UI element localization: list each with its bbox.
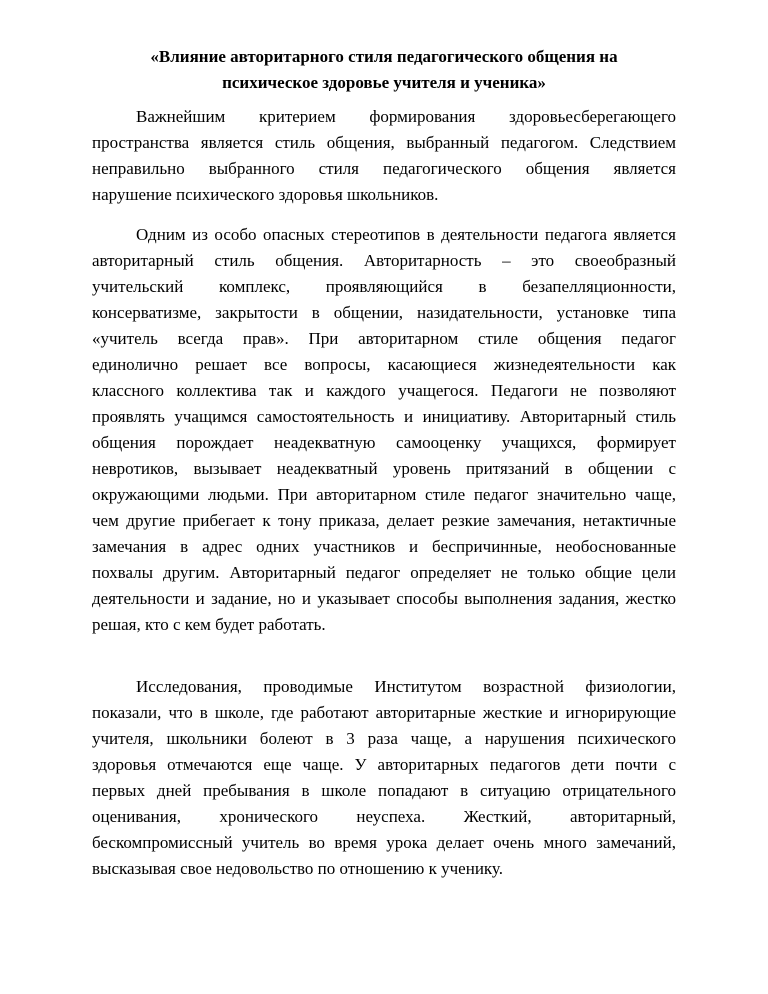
paragraph-3 bbox=[92, 674, 676, 882]
document-title bbox=[92, 44, 676, 96]
text-line: чем другие прибегает к тону приказа, делает резкие замечания, нетактичные bbox=[92, 511, 676, 530]
text-line: высказывая свое недовольство по отношению к ученику. bbox=[92, 859, 503, 878]
text-line: учителя, школьники болеют в 3 раза чаще, а нарушения психического bbox=[92, 729, 676, 748]
text-line: нарушение психического здоровья школьников. bbox=[92, 185, 439, 204]
text-line: пространства является стиль общения, выбранный педагогом. Следствием bbox=[92, 133, 676, 152]
title-line: «Влияние авторитарного стиля педагогического общения на bbox=[150, 47, 618, 66]
paragraph-2 bbox=[92, 222, 676, 638]
text-line: окружающими людьми. При авторитарном стиле педагог значительно чаще, bbox=[92, 485, 676, 504]
text-line: Одним из особо опасных стереотипов в деятельности педагога является bbox=[136, 225, 676, 244]
text-line: единолично решает все вопросы, касающиеся жизнедеятельности как bbox=[92, 355, 676, 374]
text-line: оценивания, хронического неуспеха. Жесткий, авторитарный, bbox=[92, 807, 676, 826]
text-line: Исследования, проводимые Институтом возрастной физиологии, bbox=[136, 677, 676, 696]
text-line: здоровья отмечаются еще чаще. У авторитарных педагогов дети почти с bbox=[92, 755, 676, 774]
text-line: деятельности и задание, но и указывает способы выполнения задания, жестко bbox=[92, 589, 676, 608]
text-line: консерватизме, закрытости в общении, назидательности, установке типа bbox=[92, 303, 676, 322]
text-line: авторитарный стиль общения. Авторитарность – это своеобразный bbox=[92, 251, 676, 270]
text-line: классного коллектива так и каждого учащегося. Педагоги не позволяют bbox=[92, 381, 676, 400]
text-line: учительский комплекс, проявляющийся в безапелляционности, bbox=[92, 277, 676, 296]
text-line: неправильно выбранного стиля педагогического общения является bbox=[92, 159, 676, 178]
text-line: первых дней пребывания в школе попадают в ситуацию отрицательного bbox=[92, 781, 676, 800]
text-line: общения порождает неадекватную самооценку учащихся, формирует bbox=[92, 433, 676, 452]
text-line: замечания в адрес одних участников и беспричинные, необоснованные bbox=[92, 537, 676, 556]
text-line: «учитель всегда прав». При авторитарном стиле общения педагог bbox=[92, 329, 676, 348]
text-line: показали, что в школе, где работают авторитарные жесткие и игнорирующие bbox=[92, 703, 676, 722]
paragraph-1 bbox=[92, 104, 676, 208]
text-line: похвалы другим. Авторитарный педагог определяет не только общие цели bbox=[92, 563, 676, 582]
text-line: невротиков, вызывает неадекватный уровень притязаний в общении с bbox=[92, 459, 676, 478]
text-line: решая, кто с кем будет работать. bbox=[92, 615, 326, 634]
text-line: проявлять учащимся самостоятельность и инициативу. Авторитарный стиль bbox=[92, 407, 676, 426]
text-line: бескомпромиссный учитель во время урока делает очень много замечаний, bbox=[92, 833, 676, 852]
text-line: Важнейшим критерием формирования здоровьесберегающего bbox=[136, 107, 676, 126]
title-line: психическое здоровье учителя и ученика» bbox=[222, 73, 546, 92]
